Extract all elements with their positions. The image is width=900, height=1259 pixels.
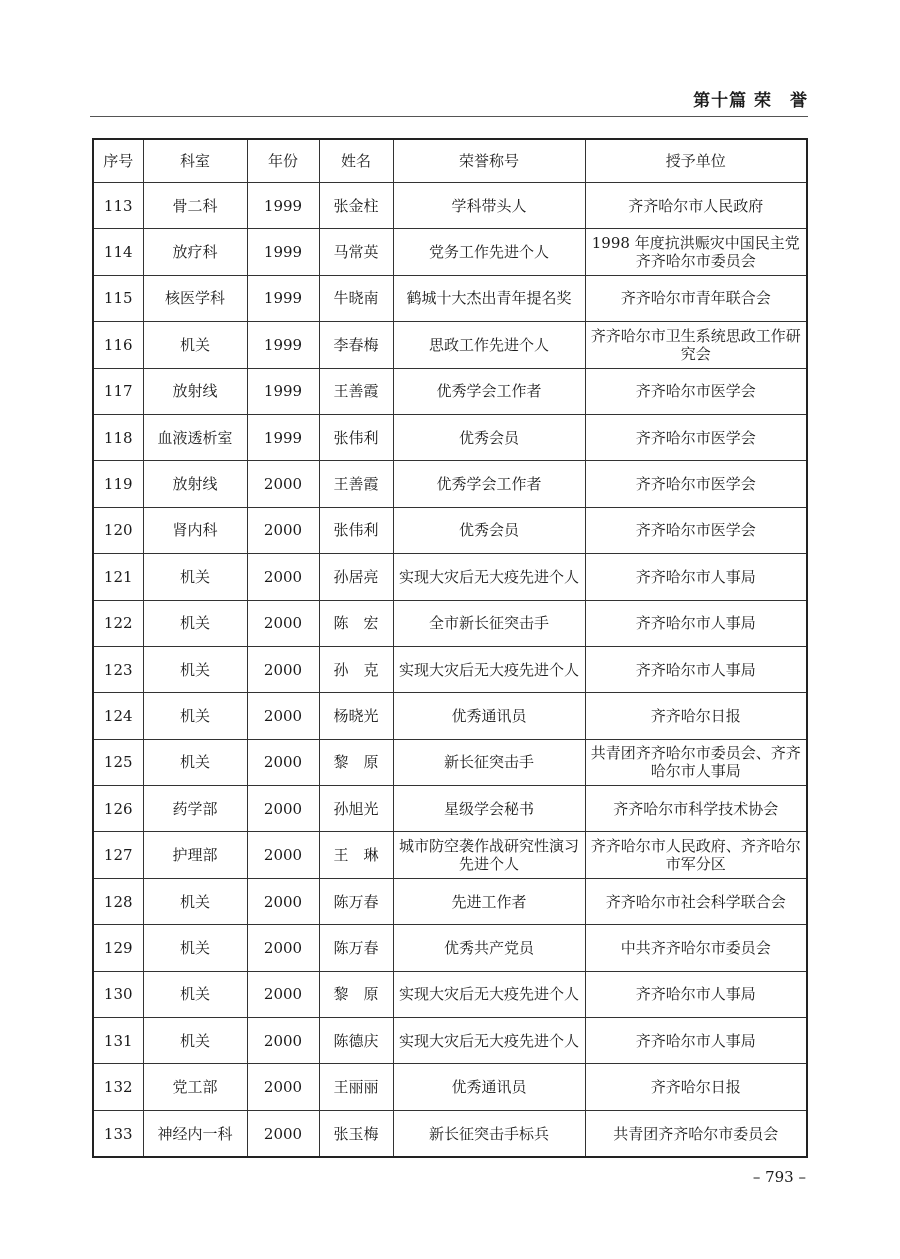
cell-name: 王 琳 bbox=[319, 832, 393, 878]
table-row bbox=[93, 878, 807, 924]
cell-name: 陈万春 bbox=[319, 878, 393, 924]
cell-honor-title: 实现大灾后无大疫先进个人 bbox=[393, 1018, 585, 1064]
cell-name: 王善霞 bbox=[319, 461, 393, 507]
cell-year: 2000 bbox=[247, 693, 319, 739]
table-row bbox=[93, 600, 807, 646]
cell-name: 陈 宏 bbox=[319, 600, 393, 646]
cell-year: 1999 bbox=[247, 322, 319, 368]
cell-year: 1999 bbox=[247, 414, 319, 460]
cell-index: 126 bbox=[93, 786, 143, 832]
cell-name: 黎 原 bbox=[319, 739, 393, 785]
cell-granting-unit: 齐齐哈尔市人事局 bbox=[585, 1018, 807, 1064]
cell-honor-title: 实现大灾后无大疫先进个人 bbox=[393, 646, 585, 692]
table-row bbox=[93, 832, 807, 878]
cell-department: 机关 bbox=[143, 739, 247, 785]
cell-index: 121 bbox=[93, 554, 143, 600]
cell-granting-unit: 齐齐哈尔市医学会 bbox=[585, 507, 807, 553]
cell-name: 张玉梅 bbox=[319, 1110, 393, 1157]
cell-year: 2000 bbox=[247, 739, 319, 785]
cell-granting-unit: 齐齐哈尔市人民政府、齐齐哈尔市军分区 bbox=[585, 832, 807, 878]
cell-honor-title: 全市新长征突击手 bbox=[393, 600, 585, 646]
cell-name: 张伟利 bbox=[319, 414, 393, 460]
cell-index: 128 bbox=[93, 878, 143, 924]
cell-granting-unit: 齐齐哈尔市人事局 bbox=[585, 600, 807, 646]
cell-department: 机关 bbox=[143, 322, 247, 368]
table-row bbox=[93, 322, 807, 368]
cell-department: 党工部 bbox=[143, 1064, 247, 1110]
cell-index: 124 bbox=[93, 693, 143, 739]
cell-year: 1999 bbox=[247, 368, 319, 414]
cell-department: 神经内一科 bbox=[143, 1110, 247, 1157]
cell-granting-unit: 齐齐哈尔市人事局 bbox=[585, 554, 807, 600]
cell-name: 陈万春 bbox=[319, 925, 393, 971]
cell-granting-unit: 齐齐哈尔市社会科学联合会 bbox=[585, 878, 807, 924]
cell-honor-title: 先进工作者 bbox=[393, 878, 585, 924]
cell-honor-title: 优秀会员 bbox=[393, 507, 585, 553]
cell-department: 核医学科 bbox=[143, 275, 247, 321]
cell-department: 肾内科 bbox=[143, 507, 247, 553]
cell-granting-unit: 共青团齐齐哈尔市委员会、齐齐哈尔市人事局 bbox=[585, 739, 807, 785]
cell-year: 1999 bbox=[247, 183, 319, 229]
page-number: – 793 – bbox=[752, 1168, 806, 1186]
cell-index: 114 bbox=[93, 229, 143, 275]
table-row bbox=[93, 1018, 807, 1064]
cell-index: 116 bbox=[93, 322, 143, 368]
cell-department: 放射线 bbox=[143, 368, 247, 414]
cell-department: 机关 bbox=[143, 600, 247, 646]
cell-department: 机关 bbox=[143, 878, 247, 924]
cell-department: 机关 bbox=[143, 1018, 247, 1064]
cell-year: 2000 bbox=[247, 600, 319, 646]
cell-granting-unit: 齐齐哈尔市医学会 bbox=[585, 461, 807, 507]
cell-department: 骨二科 bbox=[143, 183, 247, 229]
table-row bbox=[93, 1110, 807, 1157]
cell-granting-unit: 齐齐哈尔市人民政府 bbox=[585, 183, 807, 229]
cell-name: 李春梅 bbox=[319, 322, 393, 368]
cell-honor-title: 新长征突击手 bbox=[393, 739, 585, 785]
cell-index: 119 bbox=[93, 461, 143, 507]
table-body bbox=[93, 183, 807, 1158]
table-row bbox=[93, 739, 807, 785]
cell-department: 放疗科 bbox=[143, 229, 247, 275]
cell-honor-title: 优秀通讯员 bbox=[393, 693, 585, 739]
column-header-granting-unit: 授予单位 bbox=[585, 139, 807, 183]
table-row bbox=[93, 368, 807, 414]
cell-honor-title: 城市防空袭作战研究性演习先进个人 bbox=[393, 832, 585, 878]
cell-name: 孙居亮 bbox=[319, 554, 393, 600]
cell-year: 2000 bbox=[247, 971, 319, 1017]
cell-index: 132 bbox=[93, 1064, 143, 1110]
cell-index: 122 bbox=[93, 600, 143, 646]
table-row bbox=[93, 507, 807, 553]
column-header-year: 年份 bbox=[247, 139, 319, 183]
cell-year: 1999 bbox=[247, 229, 319, 275]
cell-granting-unit: 齐齐哈尔日报 bbox=[585, 693, 807, 739]
cell-name: 王善霞 bbox=[319, 368, 393, 414]
cell-year: 2000 bbox=[247, 461, 319, 507]
cell-year: 2000 bbox=[247, 925, 319, 971]
honors-table bbox=[92, 138, 808, 1158]
table-row bbox=[93, 925, 807, 971]
column-header-honor-title: 荣誉称号 bbox=[393, 139, 585, 183]
cell-granting-unit: 齐齐哈尔市医学会 bbox=[585, 414, 807, 460]
cell-name: 王丽丽 bbox=[319, 1064, 393, 1110]
cell-name: 杨晓光 bbox=[319, 693, 393, 739]
cell-year: 1999 bbox=[247, 275, 319, 321]
cell-department: 机关 bbox=[143, 925, 247, 971]
cell-year: 2000 bbox=[247, 507, 319, 553]
cell-department: 机关 bbox=[143, 646, 247, 692]
cell-name: 张伟利 bbox=[319, 507, 393, 553]
cell-index: 129 bbox=[93, 925, 143, 971]
cell-granting-unit: 共青团齐齐哈尔市委员会 bbox=[585, 1110, 807, 1157]
cell-index: 130 bbox=[93, 971, 143, 1017]
cell-name: 马常英 bbox=[319, 229, 393, 275]
table-row bbox=[93, 183, 807, 229]
cell-index: 131 bbox=[93, 1018, 143, 1064]
cell-honor-title: 学科带头人 bbox=[393, 183, 585, 229]
cell-honor-title: 思政工作先进个人 bbox=[393, 322, 585, 368]
column-header-department: 科室 bbox=[143, 139, 247, 183]
cell-index: 127 bbox=[93, 832, 143, 878]
cell-year: 2000 bbox=[247, 1018, 319, 1064]
section-title: 第十篇 荣 誉 bbox=[693, 91, 808, 111]
cell-name: 孙旭光 bbox=[319, 786, 393, 832]
cell-honor-title: 优秀学会工作者 bbox=[393, 461, 585, 507]
cell-name: 孙 克 bbox=[319, 646, 393, 692]
cell-department: 药学部 bbox=[143, 786, 247, 832]
cell-granting-unit: 齐齐哈尔日报 bbox=[585, 1064, 807, 1110]
table-row bbox=[93, 275, 807, 321]
cell-year: 2000 bbox=[247, 1110, 319, 1157]
cell-department: 血液透析室 bbox=[143, 414, 247, 460]
column-header-name: 姓名 bbox=[319, 139, 393, 183]
cell-granting-unit: 中共齐齐哈尔市委员会 bbox=[585, 925, 807, 971]
cell-honor-title: 优秀会员 bbox=[393, 414, 585, 460]
cell-honor-title: 鹤城十大杰出青年提名奖 bbox=[393, 275, 585, 321]
table-row bbox=[93, 971, 807, 1017]
table-row bbox=[93, 646, 807, 692]
table-row bbox=[93, 461, 807, 507]
column-header-index: 序号 bbox=[93, 139, 143, 183]
cell-index: 118 bbox=[93, 414, 143, 460]
cell-index: 117 bbox=[93, 368, 143, 414]
cell-granting-unit: 齐齐哈尔市科学技术协会 bbox=[585, 786, 807, 832]
cell-index: 125 bbox=[93, 739, 143, 785]
cell-year: 2000 bbox=[247, 646, 319, 692]
cell-department: 放射线 bbox=[143, 461, 247, 507]
cell-honor-title: 实现大灾后无大疫先进个人 bbox=[393, 554, 585, 600]
cell-name: 牛晓南 bbox=[319, 275, 393, 321]
cell-honor-title: 优秀学会工作者 bbox=[393, 368, 585, 414]
cell-honor-title: 党务工作先进个人 bbox=[393, 229, 585, 275]
table-row bbox=[93, 554, 807, 600]
cell-department: 护理部 bbox=[143, 832, 247, 878]
cell-year: 2000 bbox=[247, 832, 319, 878]
cell-department: 机关 bbox=[143, 554, 247, 600]
cell-year: 2000 bbox=[247, 878, 319, 924]
table-row bbox=[93, 229, 807, 275]
cell-granting-unit: 齐齐哈尔市医学会 bbox=[585, 368, 807, 414]
cell-year: 2000 bbox=[247, 554, 319, 600]
cell-year: 2000 bbox=[247, 786, 319, 832]
cell-granting-unit: 齐齐哈尔市人事局 bbox=[585, 971, 807, 1017]
cell-granting-unit: 1998 年度抗洪赈灾中国民主党齐齐哈尔市委员会 bbox=[585, 229, 807, 275]
cell-honor-title: 实现大灾后无大疫先进个人 bbox=[393, 971, 585, 1017]
cell-year: 2000 bbox=[247, 1064, 319, 1110]
cell-index: 113 bbox=[93, 183, 143, 229]
cell-name: 张金柱 bbox=[319, 183, 393, 229]
table-row bbox=[93, 693, 807, 739]
cell-index: 120 bbox=[93, 507, 143, 553]
cell-name: 陈德庆 bbox=[319, 1018, 393, 1064]
cell-honor-title: 新长征突击手标兵 bbox=[393, 1110, 585, 1157]
cell-honor-title: 优秀共产党员 bbox=[393, 925, 585, 971]
table-row bbox=[93, 786, 807, 832]
cell-department: 机关 bbox=[143, 971, 247, 1017]
table-header-row bbox=[93, 139, 807, 183]
cell-index: 115 bbox=[93, 275, 143, 321]
cell-honor-title: 星级学会秘书 bbox=[393, 786, 585, 832]
table-row bbox=[93, 414, 807, 460]
cell-granting-unit: 齐齐哈尔市人事局 bbox=[585, 646, 807, 692]
table-row bbox=[93, 1064, 807, 1110]
cell-granting-unit: 齐齐哈尔市卫生系统思政工作研究会 bbox=[585, 322, 807, 368]
cell-honor-title: 优秀通讯员 bbox=[393, 1064, 585, 1110]
cell-index: 123 bbox=[93, 646, 143, 692]
cell-department: 机关 bbox=[143, 693, 247, 739]
header-rule bbox=[90, 116, 808, 117]
cell-name: 黎 原 bbox=[319, 971, 393, 1017]
cell-granting-unit: 齐齐哈尔市青年联合会 bbox=[585, 275, 807, 321]
cell-index: 133 bbox=[93, 1110, 143, 1157]
